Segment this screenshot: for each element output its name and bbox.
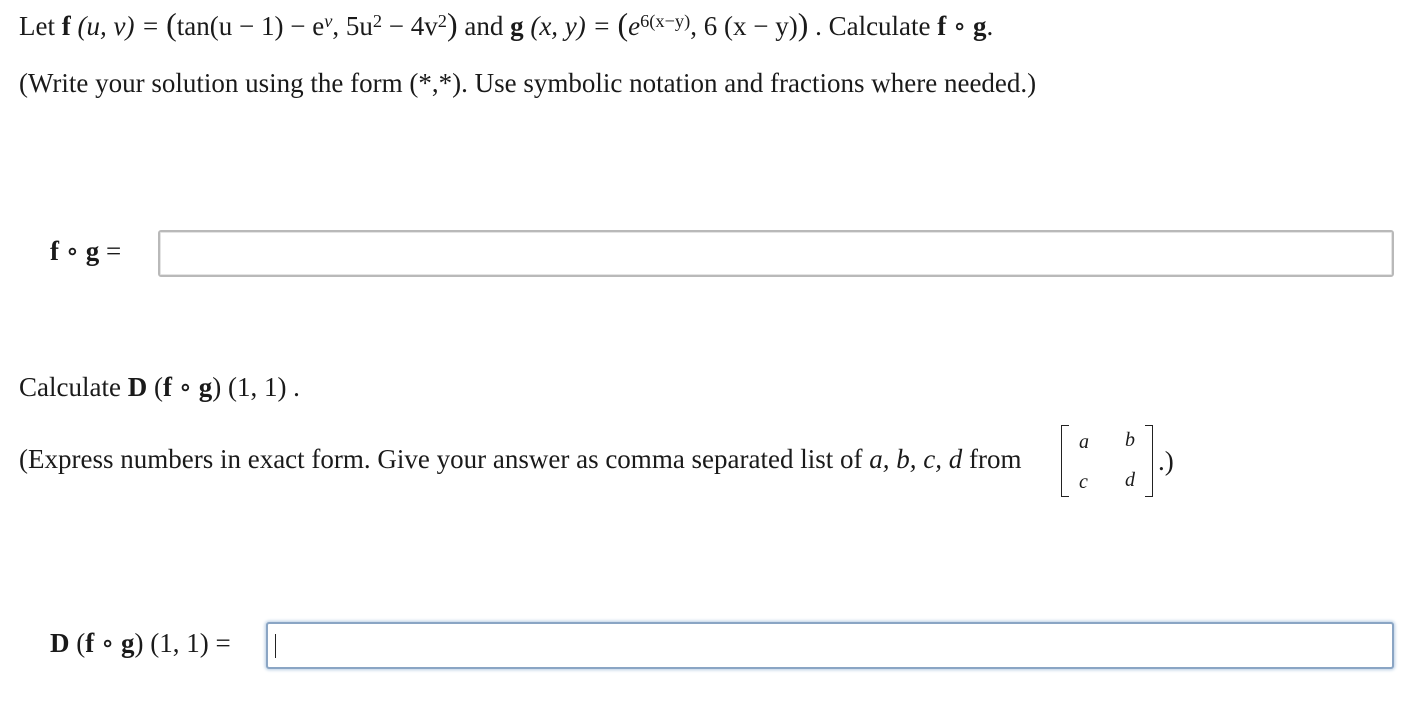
label-circ-2: ∘ <box>94 628 121 658</box>
question-1-hint: (Write your solution using the form (*,*). Use symbolic notation and fractions where needed.) <box>19 68 1037 98</box>
matrix-left-bracket <box>1061 425 1069 497</box>
label-equals: = <box>99 236 122 266</box>
circ-2: ∘ <box>171 372 199 402</box>
open-paren: ( <box>147 372 163 402</box>
composition-g: g <box>973 11 987 41</box>
calculate-text-2: Calculate <box>19 372 128 402</box>
g-symbol: g <box>510 11 524 41</box>
composition-answer-input[interactable] <box>158 230 1394 277</box>
label-g: g <box>85 236 100 266</box>
g-arguments: (x, y) = <box>523 11 618 41</box>
matrix-abcd <box>1061 425 1153 497</box>
g-def-close-paren: ) <box>797 7 809 42</box>
matrix-entry-b: b <box>1125 429 1135 451</box>
f-def-exponent-2a: 2 <box>372 10 383 31</box>
let-text: Let <box>19 11 62 41</box>
answer-1-label <box>50 238 121 265</box>
matrix-entry-c: c <box>1079 471 1088 493</box>
f-def-component-1: tan(u − 1) − e <box>176 11 325 41</box>
matrix-right-bracket <box>1145 425 1153 497</box>
f-def-exponent-v: v <box>324 10 333 31</box>
f-def-close-paren: ) <box>446 7 458 42</box>
f-symbol-2: f <box>162 372 172 402</box>
evaluation-point: (1, 1) . <box>221 372 300 402</box>
composition-circ: ∘ <box>946 11 974 41</box>
question-2-hint <box>19 446 1021 473</box>
g-def-component-2: , 6 (x − y) <box>690 11 798 41</box>
period: . <box>986 11 994 41</box>
text-cursor <box>275 634 276 658</box>
hint-from: from <box>962 444 1022 474</box>
and-text: and <box>457 11 511 41</box>
g-def-exponent: 6(x−y) <box>640 10 691 31</box>
f-def-component-2: , 5u <box>332 11 373 41</box>
label-D: D <box>50 628 70 658</box>
label-f-2: f <box>85 628 95 658</box>
question-1-statement <box>19 7 994 42</box>
g-symbol-2: g <box>198 372 213 402</box>
label-open-paren: ( <box>69 628 86 658</box>
label-circ: ∘ <box>59 236 86 266</box>
matrix-entry-a: a <box>1079 431 1089 453</box>
hint-variables: a, b, c, d <box>869 444 963 474</box>
f-def-open-paren: ( <box>166 7 177 42</box>
g-def-component-1: e <box>628 11 641 41</box>
f-arguments: (u, v) = <box>70 11 167 41</box>
label-f: f <box>50 236 59 266</box>
composition-f: f <box>937 11 947 41</box>
label-rest: ) (1, 1) = <box>134 628 231 658</box>
f-def-exponent-2b: 2 <box>437 10 447 31</box>
g-def-open-paren: ( <box>617 7 629 42</box>
label-g-2: g <box>121 628 135 658</box>
hint-prefix: (Express numbers in exact form. Give your answer as comma separated list of <box>19 444 870 474</box>
f-def-component-3: − 4v <box>382 11 438 41</box>
calculate-text: . Calculate <box>808 11 938 41</box>
D-symbol: D <box>127 372 148 402</box>
derivative-answer-input[interactable] <box>266 622 1394 669</box>
answer-2-label <box>50 630 231 657</box>
matrix-entry-d: d <box>1125 469 1135 491</box>
question-2-statement <box>19 374 300 401</box>
close-paren: ) <box>212 372 222 402</box>
f-symbol: f <box>61 11 71 41</box>
hint-suffix: .) <box>1158 446 1174 476</box>
